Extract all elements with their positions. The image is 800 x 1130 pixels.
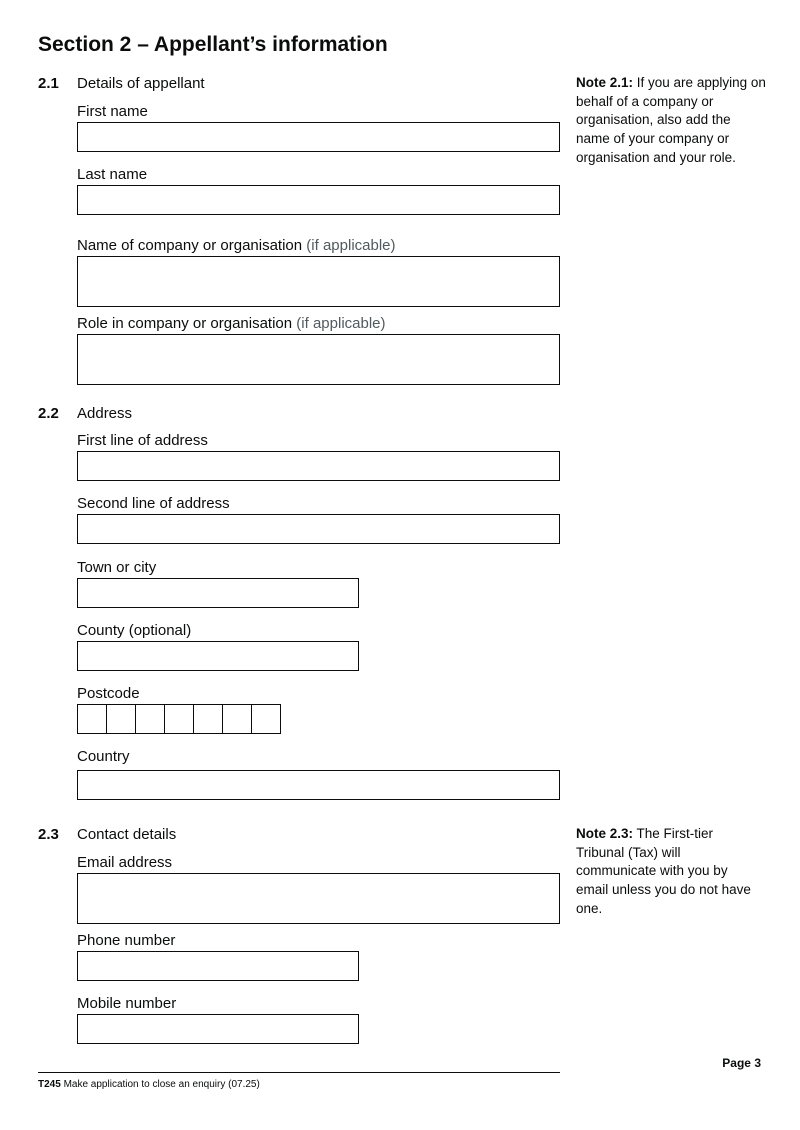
company-role-hint: (if applicable) bbox=[296, 315, 386, 332]
question-title-address: Address bbox=[77, 405, 133, 422]
postcode-cell[interactable] bbox=[106, 704, 136, 734]
company-name-label bbox=[77, 237, 396, 254]
note-2-1-text: If you are applying on behalf of a company or organisation, also add the name of your company or organisation and your role. bbox=[576, 75, 766, 165]
note-2-1-label: Note 2.1: bbox=[576, 75, 634, 90]
county-label: County (optional) bbox=[77, 622, 192, 639]
company-role-input[interactable] bbox=[77, 334, 560, 385]
postcode-cell[interactable] bbox=[135, 704, 165, 734]
last-name-label: Last name bbox=[77, 166, 148, 183]
county-input[interactable] bbox=[77, 641, 359, 671]
page-number: Page 3 bbox=[722, 1056, 761, 1070]
address-line2-input[interactable] bbox=[77, 514, 560, 544]
company-role-label bbox=[77, 315, 386, 332]
postcode-cell[interactable] bbox=[222, 704, 252, 734]
question-number-2-3: 2.3 bbox=[38, 826, 59, 843]
company-name-input[interactable] bbox=[77, 256, 560, 307]
company-role-label-text: Role in company or organisation bbox=[77, 315, 293, 332]
address-line2-label: Second line of address bbox=[77, 495, 230, 512]
postcode-cell[interactable] bbox=[77, 704, 107, 734]
footer-form-reference bbox=[38, 1079, 260, 1090]
note-2-3-text: The First-tier Tribunal (Tax) will communicate with you by email unless you do not have one. bbox=[576, 826, 751, 916]
company-name-hint: (if applicable) bbox=[306, 237, 396, 254]
footer-form-title: Make application to close an enquiry (07.25) bbox=[63, 1079, 260, 1090]
postcode-input bbox=[77, 704, 281, 734]
mobile-input[interactable] bbox=[77, 1014, 359, 1044]
mobile-label: Mobile number bbox=[77, 995, 177, 1012]
phone-input[interactable] bbox=[77, 951, 359, 981]
country-input[interactable] bbox=[77, 770, 560, 800]
footer-form-code: T245 bbox=[38, 1079, 61, 1090]
question-number-2-1: 2.1 bbox=[38, 75, 59, 92]
country-label: Country bbox=[77, 748, 130, 765]
company-name-label-text: Name of company or organisation bbox=[77, 237, 303, 254]
town-input[interactable] bbox=[77, 578, 359, 608]
question-title-contact-details: Contact details bbox=[77, 826, 177, 843]
address-line1-input[interactable] bbox=[77, 451, 560, 481]
question-title-details-of-appellant: Details of appellant bbox=[77, 75, 205, 92]
question-number-2-2: 2.2 bbox=[38, 405, 59, 422]
first-name-label: First name bbox=[77, 103, 148, 120]
email-input[interactable] bbox=[77, 873, 560, 924]
postcode-label: Postcode bbox=[77, 685, 140, 702]
section-title: Section 2 – Appellant’s information bbox=[38, 33, 388, 56]
postcode-cell[interactable] bbox=[251, 704, 281, 734]
postcode-cell[interactable] bbox=[164, 704, 194, 734]
note-2-3-label: Note 2.3: bbox=[576, 826, 634, 841]
first-name-input[interactable] bbox=[77, 122, 560, 152]
email-label: Email address bbox=[77, 854, 173, 871]
address-line1-label: First line of address bbox=[77, 432, 208, 449]
note-2-1 bbox=[576, 74, 766, 168]
town-label: Town or city bbox=[77, 559, 157, 576]
last-name-input[interactable] bbox=[77, 185, 560, 215]
footer-divider bbox=[38, 1072, 560, 1073]
postcode-cell[interactable] bbox=[193, 704, 223, 734]
note-2-3 bbox=[576, 825, 756, 919]
phone-label: Phone number bbox=[77, 932, 176, 949]
